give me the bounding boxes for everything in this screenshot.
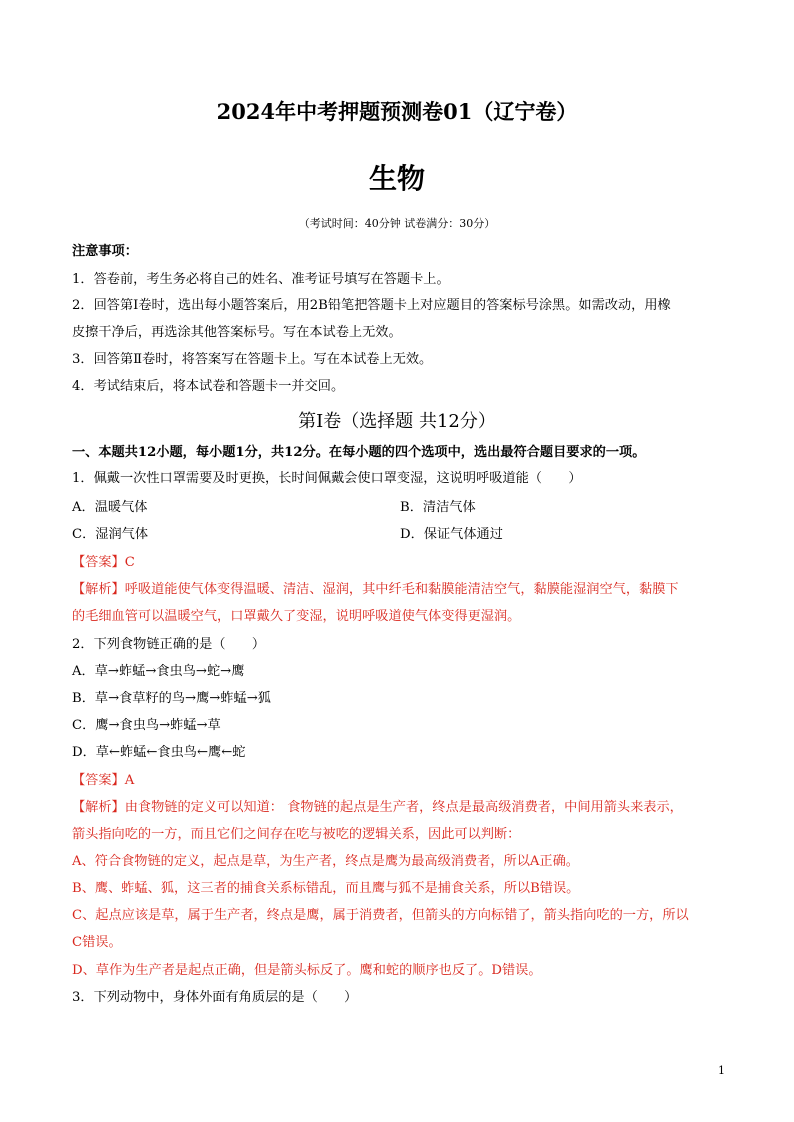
question-2-analysis (72, 800, 683, 816)
question-2-analysis-d: D、草作为生产者是起点正确，但是箭头标反了。鹰和蛇的顺序也反了。D错误。 (72, 963, 542, 978)
analysis-text: 呼吸道能使气体变得温暖、清洁、湿润，其中纤毛和黏膜能清洁空气，黏膜能湿润空气，黏膜下 (124, 582, 679, 597)
question-2-analysis-cont: 箭头指向吃的一方，而且它们之间存在吃与被吃的逻辑关系，因此可以判断： (72, 827, 521, 842)
note-item: 1．答卷前，考生务必将自己的姓名、准考证号填写在答题卡上。 (72, 272, 450, 287)
answer-label: 【答案】 (72, 555, 125, 570)
analysis-label: 【解析】 (72, 800, 125, 815)
question-1-analysis (72, 582, 679, 598)
question-3-stem: 3．下列动物中，身体外面有角质层的是（ ） (72, 990, 358, 1005)
analysis-text: 由食物链的定义可以知道： 食物链的起点是生产者，终点是最高级消费者，中间用箭头来表示， (124, 800, 683, 815)
question-2-option-b: B．草→食草籽的鸟→鹰→蚱蜢→狐 (72, 691, 271, 706)
page-number: 1 (718, 1064, 725, 1077)
question-1-option-d: D．保证气体通过 (400, 527, 503, 542)
question-2-stem: 2．下列食物链正确的是（ ） (72, 637, 266, 652)
question-2-analysis-a: A、符合食物链的定义，起点是草，为生产者，终点是鹰为最高级消费者，所以A正确。 (72, 854, 579, 869)
question-1-answer (72, 555, 135, 571)
question-1-option-b: B．清洁气体 (400, 500, 476, 515)
answer-value: C (124, 555, 135, 570)
question-1-option-c: C．湿润气体 (72, 527, 149, 542)
answer-label: 【答案】 (72, 773, 125, 788)
section-instruction: 一、本题共12小题，每小题1分，共12分。在每小题的四个选项中，选出最符合题目要求的一项。 (72, 445, 646, 460)
exam-title: 2024年中考押题预测卷01（辽宁卷） (216, 99, 578, 124)
exam-info: （考试时间：40分钟 试卷满分：30分） (298, 217, 496, 230)
note-item: 3．回答第Ⅱ卷时，将答案写在答题卡上。写在本试卷上无效。 (72, 352, 433, 367)
section-title: 第Ⅰ卷（选择题 共12分） (298, 411, 496, 432)
note-item: 皮擦干净后，再选涂其他答案标号。写在本试卷上无效。 (72, 325, 402, 340)
question-2-option-a: A．草→蚱蜢→食虫鸟→蛇→鹰 (72, 664, 245, 679)
analysis-label: 【解析】 (72, 582, 125, 597)
note-item: 4．考试结束后，将本试卷和答题卡一并交回。 (72, 379, 345, 394)
question-2-option-d: D．草←蚱蜢←食虫鸟←鹰←蛇 (72, 745, 246, 760)
question-2-answer (72, 773, 134, 789)
question-1-stem: 1．佩戴一次性口罩需要及时更换，长时间佩戴会使口罩变湿，这说明呼吸道能（ ） (72, 471, 582, 486)
question-1-analysis-cont: 的毛细血管可以温暖空气，口罩戴久了变湿，说明呼吸道使气体变得更湿润。 (72, 609, 521, 624)
note-item: 2．回答第Ⅰ卷时，选出每小题答案后，用2B铅笔把答题卡上对应题目的答案标号涂黑。如需改动，用橡 (72, 298, 671, 313)
question-2-analysis-c-cont: C错误。 (72, 935, 122, 950)
question-2-analysis-b: B、鹰、蚱蜢、狐，这三者的捕食关系标错乱，而且鹰与狐不是捕食关系，所以B错误。 (72, 881, 580, 896)
question-1-option-a: A．温暖气体 (72, 500, 148, 515)
question-2-option-c: C．鹰→食虫鸟→蚱蜢→草 (72, 718, 221, 733)
answer-value: A (124, 773, 135, 788)
notes-heading: 注意事项： (72, 244, 138, 259)
subject-title: 生物 (368, 162, 425, 195)
question-2-analysis-c: C、起点应该是草，属于生产者，终点是鹰，属于消费者，但箭头的方向标错了，箭头指向吃的一方，所以 (72, 908, 689, 923)
